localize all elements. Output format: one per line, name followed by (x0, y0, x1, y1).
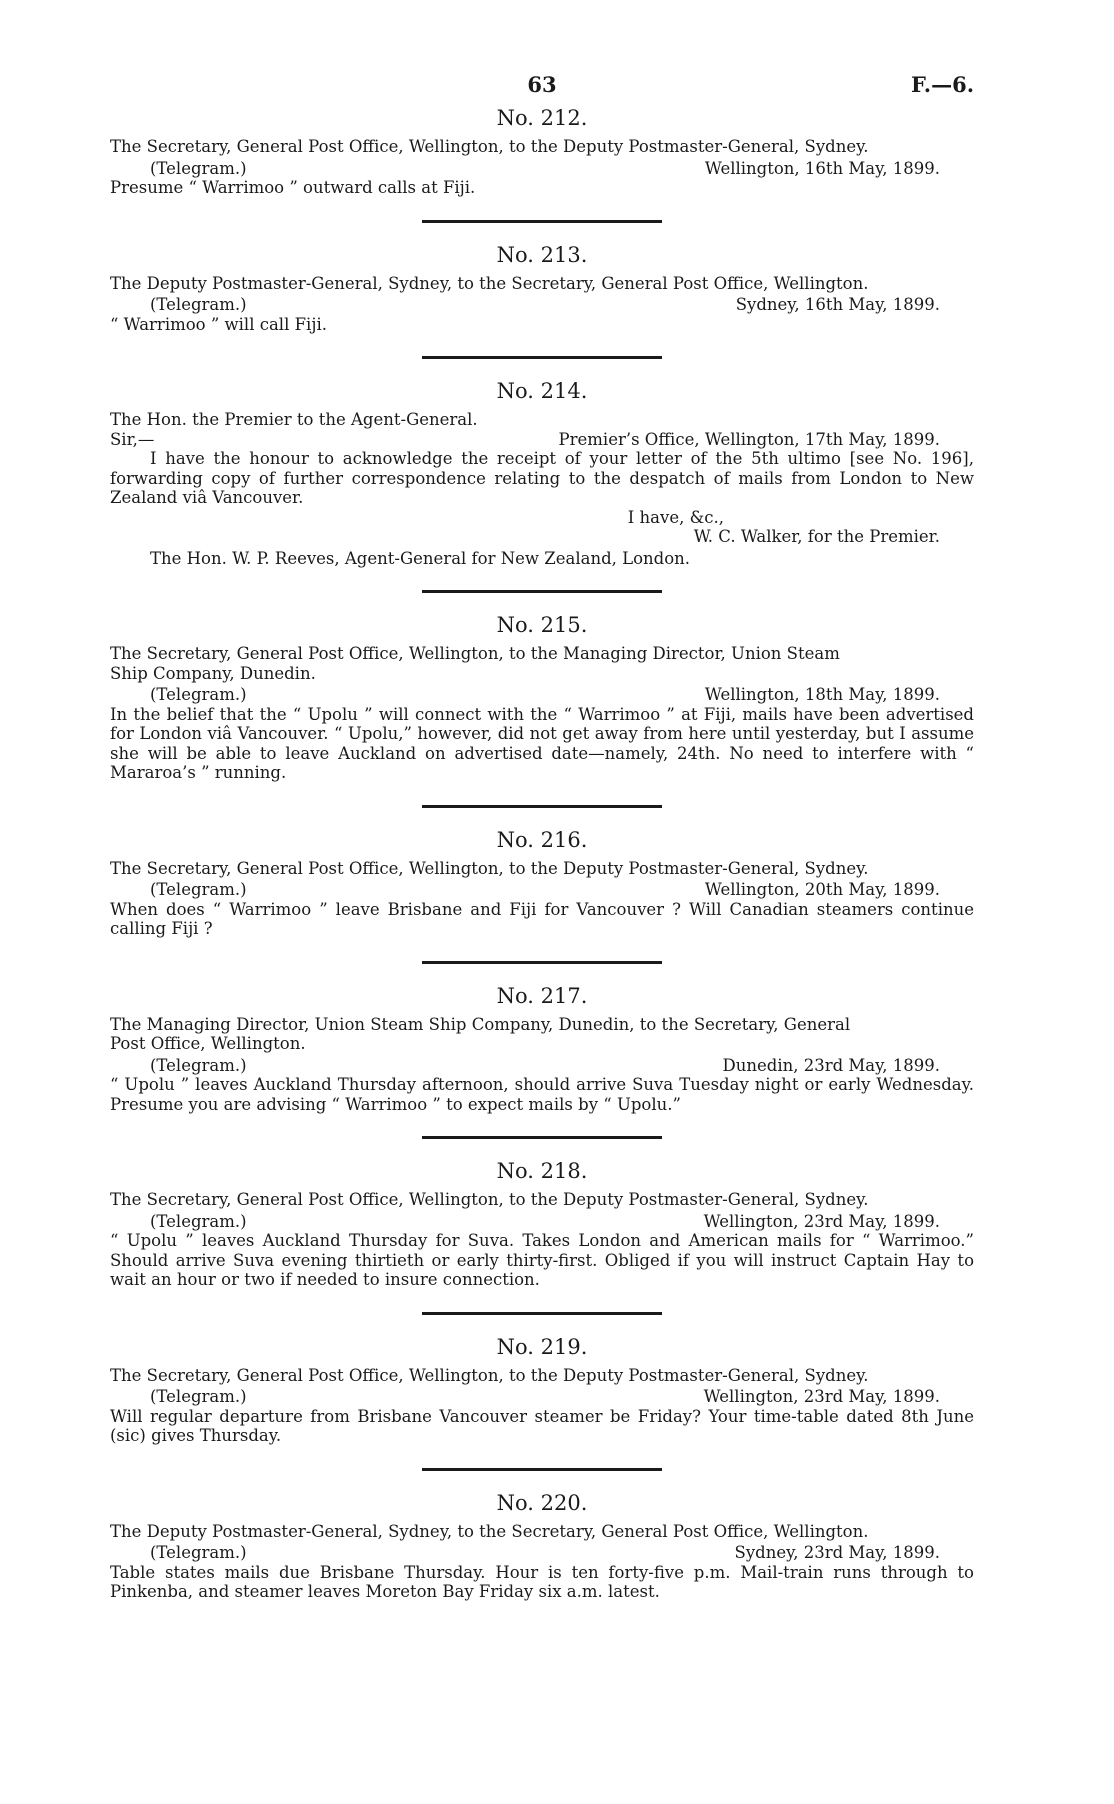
page-number: 63 (527, 72, 557, 97)
message-dateline: Wellington, 16th May, 1899. (704, 158, 940, 178)
letter-signature: W. C. Walker, for the Premier. (693, 527, 940, 546)
message-meta (110, 295, 974, 315)
page-header (110, 72, 974, 106)
message-body: “ Upolu ” leaves Auckland Thursday afternoon, should arrive Suva Tuesday night or early Wednesday. Presume you are advising “ Warrimoo ” to expect mails by “ Upolu.” (110, 1075, 974, 1114)
message-type: (Telegram.) (150, 1211, 247, 1231)
message-dateline: Wellington, 23rd May, 1899. (703, 1387, 940, 1406)
message-dateline: Wellington, 18th May, 1899. (704, 685, 940, 704)
route-line-1: The Secretary, General Post Office, Wellington, to the Managing Director, Union Steam (110, 644, 840, 663)
letter-paragraph: I have the honour to acknowledge the receipt of your letter of the 5th ultimo [see No. 196], forwarding copy of further correspondence relating to the despatch of mails from London to New Zealand viâ Vancouver. (110, 449, 974, 507)
section-divider (422, 1136, 662, 1139)
message-213 (110, 243, 974, 335)
message-type: (Telegram.) (150, 1387, 247, 1406)
message-number: No. 218. (496, 1159, 588, 1183)
message-number: No. 220. (496, 1490, 588, 1515)
salutation-line (110, 430, 974, 450)
message-number: No. 212. (496, 106, 588, 130)
message-body: In the belief that the “ Upolu ” will connect with the “ Warrimoo ” at Fiji, mails have been advertised for London viâ Vancouver. “ Upolu,” however, did not get away from here until yesterday, but I assume she will be able to leave Auckland on advertised date—namely, 24th. No need to interfere with “ Mararoa’s ” running. (110, 704, 974, 782)
message-214 (110, 379, 974, 568)
route-line-1: The Managing Director, Union Steam Ship Company, Dunedin, to the Secretary, General (110, 1014, 851, 1034)
message-body: “ Warrimoo ” will call Fiji. (110, 314, 327, 334)
message-body: Table states mails due Brisbane Thursday. Hour is ten forty-five p.m. Mail-train runs through to Pinkenba, and steamer leaves Moreton Bay Friday six a.m. latest. (110, 1562, 974, 1601)
message-type: (Telegram.) (150, 685, 247, 704)
message-meta (110, 685, 974, 705)
message-type: (Telegram.) (150, 295, 247, 314)
message-dateline: Wellington, 20th May, 1899. (704, 880, 940, 899)
message-body: “ Upolu ” leaves Auckland Thursday for Suva. Takes London and American mails for “ Warrimoo.” Should arrive Suva evening thirtieth or early thirty-first. Obliged if you will instruct Captain Hay to wait an hour or two if needed to insure connection. (110, 1231, 974, 1289)
message-number: No. 215. (496, 613, 588, 637)
section-divider (422, 961, 662, 964)
message-220 (110, 1491, 974, 1602)
message-218 (110, 1159, 974, 1290)
message-route: The Secretary, General Post Office, Wellington, to the Deputy Postmaster-General, Sydney. (110, 1190, 869, 1209)
message-type: (Telegram.) (150, 158, 247, 178)
message-route: The Secretary, General Post Office, Wellington, to the Deputy Postmaster-General, Sydney. (110, 1365, 869, 1385)
message-type: (Telegram.) (150, 1055, 247, 1075)
message-body: When does “ Warrimoo ” leave Brisbane and Fiji for Vancouver ? Will Canadian steamers continue calling Fiji ? (110, 899, 974, 938)
letter-addressee: The Hon. W. P. Reeves, Agent-General for New Zealand, London. (150, 548, 691, 568)
message-number: No. 217. (496, 983, 588, 1008)
section-divider (422, 356, 662, 359)
section-divider (422, 220, 662, 223)
message-type: (Telegram.) (150, 880, 247, 899)
message-dateline: Wellington, 23rd May, 1899. (703, 1211, 940, 1231)
message-route: The Deputy Postmaster-General, Sydney, to the Secretary, General Post Office, Wellington. (110, 1521, 869, 1541)
message-body: Presume “ Warrimoo ” outward calls at Fiji. (110, 178, 476, 197)
message-body: Will regular departure from Brisbane Vancouver steamer be Friday? Your time-table dated 8th June (sic) gives Thursday. (110, 1406, 974, 1445)
route-line-2: Post Office, Wellington. (110, 1034, 306, 1053)
message-216 (110, 828, 974, 939)
message-meta (110, 880, 974, 900)
salutation: Sir,— (110, 429, 155, 449)
route-line-2: Ship Company, Dunedin. (110, 663, 316, 683)
message-route: The Deputy Postmaster-General, Sydney, to the Secretary, General Post Office, Wellington. (110, 273, 869, 293)
message-meta (110, 1543, 974, 1563)
message-215 (110, 613, 974, 783)
message-number: No. 219. (496, 1334, 588, 1359)
message-dateline: Dunedin, 23rd May, 1899. (722, 1055, 940, 1075)
message-212 (110, 106, 974, 198)
message-meta (110, 159, 974, 179)
message-dateline: Sydney, 23rd May, 1899. (734, 1543, 940, 1562)
message-meta (110, 1387, 974, 1407)
message-route (110, 644, 974, 683)
message-meta (110, 1212, 974, 1232)
message-route: The Secretary, General Post Office, Wellington, to the Deputy Postmaster-General, Sydney. (110, 858, 869, 878)
message-dateline: Sydney, 16th May, 1899. (735, 295, 940, 314)
message-meta (110, 1056, 974, 1076)
document-reference: F.—6. (910, 72, 974, 97)
message-body (110, 449, 974, 508)
message-type: (Telegram.) (150, 1543, 247, 1562)
message-219 (110, 1335, 974, 1446)
message-route: The Hon. the Premier to the Agent-General. (110, 410, 478, 429)
message-217 (110, 984, 974, 1115)
section-divider (422, 805, 662, 808)
message-route (110, 1015, 974, 1054)
letter-closing: I have, &c., (627, 507, 724, 527)
message-route: The Secretary, General Post Office, Wellington, to the Deputy Postmaster-General, Sydney. (110, 137, 869, 156)
message-dateline: Premier’s Office, Wellington, 17th May, 1899. (558, 429, 940, 449)
message-number: No. 214. (496, 379, 588, 403)
section-divider (422, 1468, 662, 1471)
message-number: No. 213. (496, 242, 588, 267)
section-divider (422, 1312, 662, 1315)
message-number: No. 216. (496, 827, 588, 852)
section-divider (422, 590, 662, 593)
